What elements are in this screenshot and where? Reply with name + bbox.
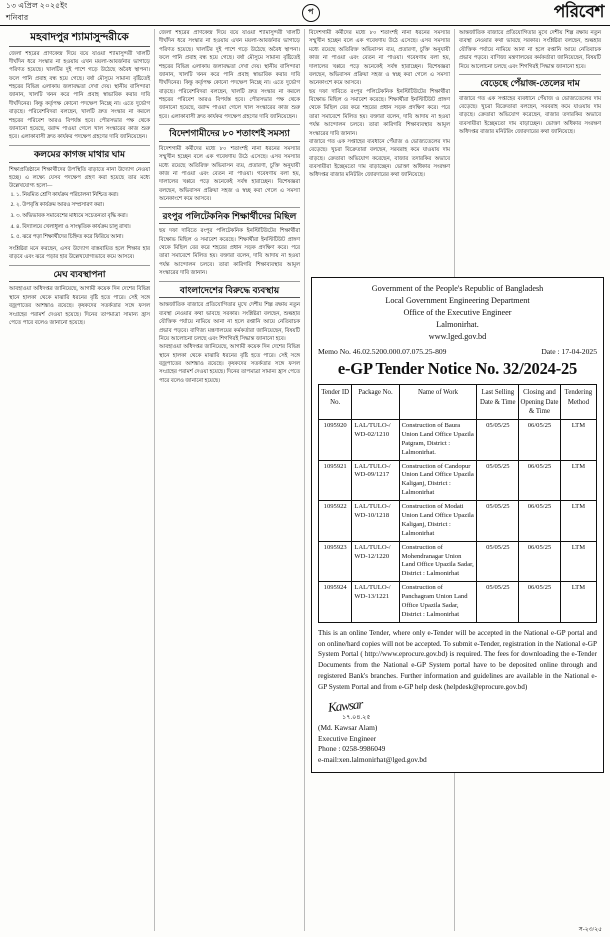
list-item: 2. ২. উপবৃত্তি কার্যক্রম আরও সম্প্রসারণ করা। bbox=[16, 201, 150, 210]
cell-work: Construction of Baura Union Land Office Upazila Patgram, District : Lalmonirhat. bbox=[399, 419, 477, 460]
article-body-7: আবহাওয়া অধিদপ্তর জানিয়েছে, আগামী কয়েক দিন দেশের বিভিন্ন স্থানে হালকা থেকে মাঝারি ধরনের বৃষ্টি হতে পারে। সেই সঙ্গে বজ্রপাতের আশঙ্কাও রয়েছে। কৃষকদের সতর্কতার সঙ্গে ফসল সংগ্রহের পরামর্শ দেওয়া হয়েছে। দিনের তাপমাত্রা সামান্য হ্রাস পেতে পারে বলেও জানানো হয়েছে। bbox=[9, 286, 150, 326]
article-body-1-cont: জেলা শহরের প্রাণকেন্দ্র দিয়ে বয়ে যাওয়া শ্যামাসুন্দরী খালটি দীর্ঘদিন ধরে সংস্কার না হওয়ায় এখন ময়লা-আবর্জনার ভাগাড়ে পরিণত হয়েছে। খালটির দুই পাশে গড়ে উঠেছে অবৈধ স্থাপনা। ফলে পানি প্রবাহ বন্ধ হয়ে গেছে। বর্ষা মৌসুমে সামান্য বৃষ্টিতেই শহরের বিভিন্ন এলাকায় জলাবদ্ধতা দেখা দেয়। স্থানীয় বাসিন্দারা জানান, খালটি খনন করে পানি প্রবাহ স্বাভাবিক করার দাবি দীর্ঘদিনের। কিন্তু কর্তৃপক্ষ কোনো পদক্ষেপ নিচ্ছে না। এতে দুর্ভোগ বাড়ছে। পরিবেশবিদরা বলছেন, খালটি দ্রুত সংস্কার না করলে শহরের পরিবেশ আরও বিপর্যস্ত হবে। পৌরসভার পক্ষ থেকে জানানো হয়েছে, বরাদ্দ পাওয়া গেলে খাল সংস্কারের কাজ শুরু হবে। এলাকাবাসী দ্রুত কার্যকর পদক্ষেপ গ্রহণের দাবি জানিয়েছেন। bbox=[159, 30, 300, 120]
column-header-method: Tendering Method bbox=[560, 385, 596, 420]
table-row bbox=[319, 582, 597, 623]
masthead-weekday: শনিবার bbox=[6, 12, 29, 22]
divider bbox=[9, 145, 150, 146]
cell-selling: 05/05/25 bbox=[477, 501, 519, 542]
contact-email[interactable]: e-mail:xen.lalmonirhat@lged.gov.bd bbox=[318, 755, 427, 765]
article-body-5-lead: বাজারে গত এক সপ্তাহের ব্যবধানে পেঁয়াজ ও ভোজ্যতেলের দাম বেড়েছে। খুচরা বিক্রেতারা বলছেন, সরবরাহ কমে যাওয়ায় দাম বাড়ছে। ক্রেতারা অভিযোগ করেছেন, বাজার তদারকির অভাবে ব্যবসায়ীরা ইচ্ছেমতো দাম বাড়াচ্ছেন। ভোক্তা অধিকার সংরক্ষণ অধিদপ্তর বাজার মনিটরিং জোরদারের কথা জানিয়েছে। bbox=[309, 138, 450, 179]
table-row bbox=[319, 501, 597, 542]
column-header-package: Package No. bbox=[352, 385, 399, 420]
cell-tender-id: 1095924 bbox=[319, 582, 352, 623]
article-body-1: জেলা শহরের প্রাণকেন্দ্র দিয়ে বয়ে যাওয়া শ্যামাসুন্দরী খালটি দীর্ঘদিন ধরে সংস্কার না হওয়ায় এখন ময়লা-আবর্জনার ভাগাড়ে পরিণত হয়েছে। খালটির দুই পাশে গড়ে উঠেছে অবৈধ স্থাপনা। ফলে পানি প্রবাহ বন্ধ হয়ে গেছে। বর্ষা মৌসুমে সামান্য বৃষ্টিতেই শহরের বিভিন্ন এলাকায় জলাবদ্ধতা দেখা দেয়। স্থানীয় বাসিন্দারা জানান, খালটি খনন করে পানি প্রবাহ স্বাভাবিক করার দাবি দীর্ঘদিনের। কিন্তু কর্তৃপক্ষ কোনো পদক্ষেপ নিচ্ছে না। এতে দুর্ভোগ বাড়ছে। পরিবেশবিদরা বলছেন, খালটি দ্রুত সংস্কার না করলে শহরের পরিবেশ আরও বিপর্যস্ত হবে। পৌরসভার পক্ষ থেকে জানানো হয়েছে, বরাদ্দ পাওয়া গেলে খাল সংস্কারের কাজ শুরু হবে। এলাকাবাসী দ্রুত কার্যকর পদক্ষেপ গ্রহণের দাবি জানিয়েছেন। bbox=[9, 50, 150, 141]
cell-method: LTM bbox=[560, 460, 596, 501]
cell-tender-id: 1095920 bbox=[319, 419, 352, 460]
signature-block bbox=[318, 697, 597, 766]
cell-tender-id: 1095923 bbox=[319, 541, 352, 582]
column-header-selling: Last Selling Date & Time bbox=[477, 385, 519, 420]
cell-package: LAL/TULO-/ WD-13/1221 bbox=[352, 582, 399, 623]
divider bbox=[159, 207, 300, 208]
tender-notice-advertisement bbox=[311, 277, 604, 773]
handwritten-signature: Kawsar bbox=[327, 695, 364, 715]
article-6-list bbox=[9, 191, 150, 242]
article-body-3: ছয় দফা দাবিতে রংপুর পলিটেকনিক ইনস্টিটিউটের শিক্ষার্থীরা বিক্ষোভ মিছিল ও সমাবেশ করেছে। শিক্ষার্থীরা ইনস্টিটিউট প্রাঙ্গণ থেকে মিছিল বের করে শহরের প্রধান সড়ক প্রদক্ষিণ করে। পরে তারা সমাবেশে মিলিত হয়। বক্তারা বলেন, দাবি আদায় না হওয়া পর্যন্ত আন্দোলন চলবে। তারা কারিগরি শিক্ষাব্যবস্থার আমূল সংস্কারের দাবি জানান। bbox=[159, 228, 300, 277]
paper-logo-icon: প bbox=[302, 4, 320, 22]
table-row bbox=[319, 419, 597, 460]
contact-phone: Phone : 0258-9986049 bbox=[318, 744, 386, 754]
signer-title: Executive Engineer bbox=[318, 733, 377, 743]
cell-selling: 05/05/25 bbox=[477, 541, 519, 582]
cell-selling: 05/05/25 bbox=[477, 582, 519, 623]
news-column-1 bbox=[5, 29, 155, 931]
column-header-tender-id: Tender ID No. bbox=[319, 385, 352, 420]
article-body-6: শিক্ষাপ্রতিষ্ঠানে শিক্ষার্থীদের উপস্থিতি বাড়াতে নানা উদ্যোগ নেওয়া হচ্ছে। এ লক্ষ্যে যেসব পদক্ষেপ গ্রহণ করা হয়েছে তার মধ্যে উল্লেখযোগ্য হলো— bbox=[9, 166, 150, 190]
cell-work: Construction of Panchagram Union Land Office Upazila Sadar, District : Lalmonirhat bbox=[399, 582, 477, 623]
memo-row bbox=[318, 347, 597, 356]
cell-method: LTM bbox=[560, 501, 596, 542]
article-body-5: বাজারে গত এক সপ্তাহের ব্যবধানে পেঁয়াজ ও ভোজ্যতেলের দাম বেড়েছে। খুচরা বিক্রেতারা বলছেন, সরবরাহ কমে যাওয়ায় দাম বাড়ছে। ক্রেতারা অভিযোগ করেছেন, বাজার তদারকির অভাবে ব্যবসায়ীরা ইচ্ছেমতো দাম বাড়াচ্ছেন। ভোক্তা অধিকার সংরক্ষণ অধিদপ্তর বাজার মনিটরিং জোরদারের কথা জানিয়েছে। bbox=[459, 95, 601, 136]
article-body-4: আন্তর্জাতিক বাজারে প্রতিযোগিতার মুখে দেশীয় শিল্প রক্ষায় নতুন ব্যবস্থা নেওয়ার কথা ভাবছে সরকার। সংশ্লিষ্টরা বলছেন, শুল্কহার যৌক্তিক পর্যায়ে নামিয়ে আনা না হলে রপ্তানি আয়ে নেতিবাচক প্রভাব পড়বে। বাণিজ্য মন্ত্রণালয়ের কর্মকর্তারা জানিয়েছেন, বিষয়টি নিয়ে আলোচনা চলছে এবং শিগগিরই সিদ্ধান্ত জানানো হবে। bbox=[159, 302, 300, 342]
table-row bbox=[319, 460, 597, 501]
headline-6: কলমের কাগজ মাথার ঘাম bbox=[9, 149, 150, 163]
headline-3: রংপুর পলিটেকনিক শিক্ষার্থীদের মিছিল bbox=[159, 211, 300, 225]
notice-header-line-2: Local Government Engineering Department bbox=[385, 295, 530, 305]
cell-work: Construction of Mohendranagar Union Land Office Upazila Sadar, District : Lalmonirhat bbox=[399, 541, 477, 582]
masthead bbox=[0, 0, 610, 26]
cell-package: LAL/TULO-/ WD-10/1218 bbox=[352, 501, 399, 542]
divider bbox=[459, 74, 601, 75]
list-item: 5. ৫. ঝরে পড়া শিক্ষার্থীদের চিহ্নিত করে ফিরিয়ে আনা। bbox=[16, 233, 150, 242]
divider bbox=[159, 281, 300, 282]
cell-tender-id: 1095922 bbox=[319, 501, 352, 542]
notice-header bbox=[318, 283, 597, 342]
cell-method: LTM bbox=[560, 419, 596, 460]
table-row bbox=[319, 541, 597, 582]
cell-method: LTM bbox=[560, 541, 596, 582]
paper-name: পরিবেশ bbox=[553, 1, 604, 21]
cell-method: LTM bbox=[560, 582, 596, 623]
signature-date: ১৭.০৪.২৫ bbox=[342, 714, 371, 722]
cell-closing: 06/05/25 bbox=[519, 501, 561, 542]
headline-1: মহবাদপুর শ্যামাসুন্দরীকে bbox=[9, 31, 150, 47]
article-body-4-cont: আবহাওয়া অধিদপ্তর জানিয়েছে, আগামী কয়েক দিন দেশের বিভিন্ন স্থানে হালকা থেকে মাঝারি ধরনের বৃষ্টি হতে পারে। সেই সঙ্গে বজ্রপাতের আশঙ্কাও রয়েছে। কৃষকদের সতর্কতার সঙ্গে ফসল সংগ্রহের পরামর্শ দেওয়া হয়েছে। দিনের তাপমাত্রা সামান্য হ্রাস পেতে পারে বলেও জানানো হয়েছে। bbox=[159, 344, 300, 384]
masthead-title-block bbox=[554, 0, 604, 27]
notice-website[interactable]: www.lged.gov.bd bbox=[428, 331, 487, 341]
cell-work: Construction of Candopur Union Land Office Upazila Kaliganj, District : Lalmonirhat bbox=[399, 460, 477, 501]
news-column-2 bbox=[155, 29, 305, 931]
tender-table bbox=[318, 384, 597, 622]
cell-closing: 06/05/25 bbox=[519, 419, 561, 460]
cell-work: Construction of Modati Union Land Office Upazila Kaliganj, District : Lalmonirhat bbox=[399, 501, 477, 542]
memo-number: Memo No. 46.02.5200.000.07.075.25-809 bbox=[318, 347, 447, 357]
cell-selling: 05/05/25 bbox=[477, 460, 519, 501]
notice-header-line-4: Lalmonirhat. bbox=[436, 319, 479, 329]
notice-footer-text: This is an online Tender, where only e-Tender will be accepted in the National e-GP portal and on online/hard copies will not be accepted. To submit e-Tender, registration in the National e-GP System Portal ( http://www.eprocure.gov.bd) is required. The fees for downloading the e-Tender Documents from the National e-GP System portal have to be deposited online through and registered Bank's branches. Further information and guidelines are available in the National e-GP System Portal and from e-GP help desk (helpdesk@eprocure.gov.bd) bbox=[318, 628, 597, 691]
cell-closing: 06/05/25 bbox=[519, 582, 561, 623]
column-header-work: Name of Work bbox=[399, 385, 477, 420]
article-body-2: বিদেশগামী কর্মীদের মধ্যে ৮০ শতাংশই নানা ধরনের সমস্যার সম্মুখীন হচ্ছেন বলে এক গবেষণায় উঠে এসেছে। এসব সমস্যার মধ্যে রয়েছে অতিরিক্ত অভিবাসন ব্যয়, প্রতারণা, চুক্তি অনুযায়ী কাজ না পাওয়া এবং বেতন না পাওয়া। গবেষণায় বলা হয়, দালালের খপ্পরে পড়ে অনেকেই সর্বস্ব হারাচ্ছেন। বিশেষজ্ঞরা বলছেন, অভিবাসন প্রক্রিয়া সহজ ও স্বচ্ছ করা গেলে এ সমস্যা অনেকাংশে কমে আসবে। bbox=[159, 145, 300, 203]
headline-5: বেড়েছে পেঁয়াজ-তেলের দাম bbox=[459, 78, 601, 92]
notice-header-line-3: Office of the Executive Engineer bbox=[403, 307, 512, 317]
cell-package: LAL/TULO-/ WD-02/1210 bbox=[352, 419, 399, 460]
cell-tender-id: 1095921 bbox=[319, 460, 352, 501]
table-header-row bbox=[319, 385, 597, 420]
notice-header-line-1: Government of the People's Republic of Bangladesh bbox=[371, 284, 544, 293]
cell-package: LAL/TULO-/ WD-09/1217 bbox=[352, 460, 399, 501]
cell-closing: 06/05/25 bbox=[519, 460, 561, 501]
article-body-4-cont2: আন্তর্জাতিক বাজারে প্রতিযোগিতার মুখে দেশীয় শিল্প রক্ষায় নতুন ব্যবস্থা নেওয়ার কথা ভাবছে সরকার। সংশ্লিষ্টরা বলছেন, শুল্কহার যৌক্তিক পর্যায়ে নামিয়ে আনা না হলে রপ্তানি আয়ে নেতিবাচক প্রভাব পড়বে। বাণিজ্য মন্ত্রণালয়ের কর্মকর্তারা জানিয়েছেন, বিষয়টি নিয়ে আলোচনা চলছে এবং শিগগিরই সিদ্ধান্ত জানানো হবে। bbox=[459, 30, 601, 70]
article-body-2-cont: বিদেশগামী কর্মীদের মধ্যে ৮০ শতাংশই নানা ধরনের সমস্যার সম্মুখীন হচ্ছেন বলে এক গবেষণায় উঠে এসেছে। এসব সমস্যার মধ্যে রয়েছে অতিরিক্ত অভিবাসন ব্যয়, প্রতারণা, চুক্তি অনুযায়ী কাজ না পাওয়া এবং বেতন না পাওয়া। গবেষণায় বলা হয়, দালালের খপ্পরে পড়ে অনেকেই সর্বস্ব হারাচ্ছেন। বিশেষজ্ঞরা বলছেন, অভিবাসন প্রক্রিয়া সহজ ও স্বচ্ছ করা গেলে এ সমস্যা অনেকাংশে কমে আসবে। bbox=[309, 30, 450, 87]
cell-closing: 06/05/25 bbox=[519, 541, 561, 582]
cell-package: LAL/TULO-/ WD-12/1220 bbox=[352, 541, 399, 582]
cell-selling: 05/05/25 bbox=[477, 419, 519, 460]
headline-2: বিদেশগামীদের ৮০ শতাংশই সমস্যা bbox=[159, 128, 300, 142]
article-body-6-after: সংশ্লিষ্টরা মনে করছেন, এসব উদ্যোগ বাস্তবায়িত হলে শিক্ষার হার বাড়বে এবং ঝরে পড়ার হার উল্লেখযোগ্যভাবে কমে আসবে। bbox=[9, 245, 150, 261]
headline-7: মেঘ ব্যবস্থাপনা bbox=[9, 269, 150, 283]
list-item: 3. ৩. অভিভাবক সমাবেশের মাধ্যমে সচেতনতা বৃদ্ধি করা। bbox=[16, 212, 150, 221]
list-item: 4. ৪. বিদ্যালয়ে খেলাধুলা ও সাংস্কৃতিক কার্যক্রম চালু রাখা। bbox=[16, 223, 150, 232]
masthead-date-block bbox=[6, 1, 68, 25]
divider bbox=[159, 124, 300, 125]
notice-title: e-GP Tender Notice No. 32/2024-25 bbox=[337, 359, 578, 379]
signer-name: (Md. Kawsar Alam) bbox=[318, 722, 378, 732]
list-item: 1. ১. নিয়মিত শ্রেণি কার্যক্রম পরিচালনা নিশ্চিত করা। bbox=[16, 191, 150, 200]
notice-date: Date : 17-04-2025 bbox=[541, 347, 597, 357]
column-header-closing: Closing and Opening Date & Time bbox=[519, 385, 561, 420]
headline-4: বাংলাদেশের বিরুদ্ধে ব্যবস্থায় bbox=[159, 285, 300, 299]
page-footer: স-২৩/২৫ bbox=[578, 927, 602, 933]
article-body-3-cont: ছয় দফা দাবিতে রংপুর পলিটেকনিক ইনস্টিটিউটের শিক্ষার্থীরা বিক্ষোভ মিছিল ও সমাবেশ করেছে। শিক্ষার্থীরা ইনস্টিটিউট প্রাঙ্গণ থেকে মিছিল বের করে শহরের প্রধান সড়ক প্রদক্ষিণ করে। পরে তারা সমাবেশে মিলিত হয়। বক্তারা বলেন, দাবি আদায় না হওয়া পর্যন্ত আন্দোলন চলবে। তারা কারিগরি শিক্ষাব্যবস্থার আমূল সংস্কারের দাবি জানান। bbox=[309, 88, 450, 137]
divider bbox=[9, 265, 150, 266]
masthead-date: ১৩ এপ্রিল ২০২৫ইং bbox=[6, 0, 68, 10]
